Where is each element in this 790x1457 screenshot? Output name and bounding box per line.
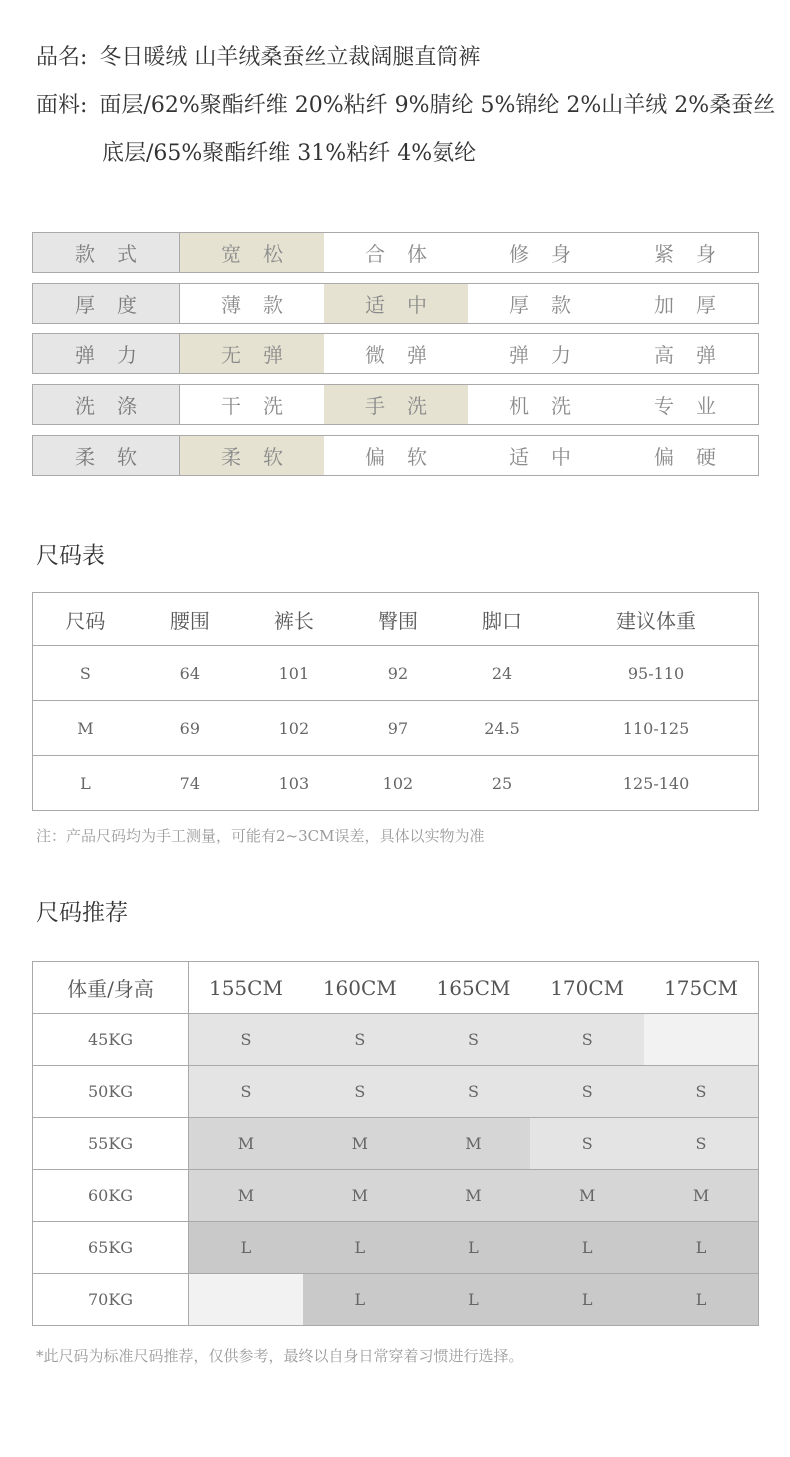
table-row xyxy=(33,1014,759,1066)
attribute-name-text: 款式 xyxy=(75,242,159,266)
recommend-title: 尺码推荐 xyxy=(36,900,128,926)
recommended-size-cell: M xyxy=(417,1170,531,1222)
recommended-size-cell: M xyxy=(530,1170,644,1222)
size-cell: L xyxy=(33,756,138,811)
recommended-size-cell: S xyxy=(530,1118,644,1170)
attribute-row xyxy=(32,384,759,425)
attribute-option-text: 加厚 xyxy=(654,293,738,317)
attribute-option-text: 柔软 xyxy=(221,445,305,469)
attribute-name xyxy=(33,436,180,475)
weight-cell: 70KG xyxy=(33,1274,189,1326)
recommended-size-cell: L xyxy=(189,1222,303,1274)
recommended-size-cell: S xyxy=(303,1066,417,1118)
size-table-title: 尺码表 xyxy=(36,543,105,569)
attribute-option xyxy=(180,385,324,424)
attribute-option-selected xyxy=(324,385,468,424)
recommended-size-cell xyxy=(644,1014,758,1066)
attribute-option-text: 无弹 xyxy=(221,343,305,367)
table-row xyxy=(33,701,759,756)
size-header-cell: 腰围 xyxy=(138,593,242,646)
size-cell: 97 xyxy=(346,701,450,756)
recommended-size-cell: S xyxy=(189,1014,303,1066)
size-cell: 24 xyxy=(450,646,554,701)
recommended-size-cell: S xyxy=(189,1066,303,1118)
attribute-option-text: 微弹 xyxy=(365,343,449,367)
size-table xyxy=(32,592,759,811)
recommended-size-cell: M xyxy=(189,1170,303,1222)
attribute-name xyxy=(33,385,180,424)
recommended-size-cell: S xyxy=(417,1014,531,1066)
recommended-size-cell: L xyxy=(417,1274,531,1326)
recommended-size-cell: M xyxy=(303,1118,417,1170)
attribute-option-selected xyxy=(180,436,324,475)
attribute-option xyxy=(468,233,612,272)
size-cell: 101 xyxy=(242,646,346,701)
size-cell: 24.5 xyxy=(450,701,554,756)
attribute-option-text: 弹力 xyxy=(509,343,593,367)
attribute-name-text: 厚度 xyxy=(75,293,159,317)
attribute-option-text: 厚款 xyxy=(509,293,593,317)
recommended-size-cell: M xyxy=(417,1118,531,1170)
attribute-option xyxy=(324,436,468,475)
size-cell: 103 xyxy=(242,756,346,811)
height-header-cell: 165CM xyxy=(417,962,531,1014)
attribute-option xyxy=(612,233,758,272)
recommended-size-cell: S xyxy=(303,1014,417,1066)
size-table-note: 注：产品尺码均为手工测量，可能有2~3CM误差，具体以实物为准 xyxy=(36,827,485,845)
table-row xyxy=(33,1170,759,1222)
table-row xyxy=(33,646,759,701)
fabric-label: 面料: xyxy=(36,93,88,118)
recommended-size-cell: M xyxy=(303,1170,417,1222)
attribute-option-text: 修身 xyxy=(509,242,593,266)
attribute-option-text: 合体 xyxy=(365,242,449,266)
height-header-cell: 160CM xyxy=(303,962,417,1014)
recommend-corner-label: 体重/身高 xyxy=(33,962,189,1014)
attribute-option xyxy=(324,334,468,373)
weight-cell: 60KG xyxy=(33,1170,189,1222)
size-cell: 74 xyxy=(138,756,242,811)
size-cell: M xyxy=(33,701,138,756)
size-cell: 92 xyxy=(346,646,450,701)
size-cell: 25 xyxy=(450,756,554,811)
product-name-label: 品名: xyxy=(36,45,88,70)
product-name-line xyxy=(36,40,480,71)
recommended-size-cell: M xyxy=(644,1170,758,1222)
attribute-option xyxy=(468,284,612,323)
size-cell: 125-140 xyxy=(554,756,758,811)
table-row xyxy=(33,756,759,811)
attribute-option-selected xyxy=(324,284,468,323)
attribute-option-text: 宽松 xyxy=(221,242,305,266)
table-row xyxy=(33,1066,759,1118)
recommended-size-cell: S xyxy=(644,1066,758,1118)
attribute-option xyxy=(468,334,612,373)
attribute-name-text: 洗涤 xyxy=(75,394,159,418)
attribute-option-text: 薄款 xyxy=(221,293,305,317)
attribute-option-text: 机洗 xyxy=(509,394,593,418)
attribute-name xyxy=(33,284,180,323)
size-header-cell: 臀围 xyxy=(346,593,450,646)
fabric-outer-layer: 面层/62%聚酯纤维 20%粘纤 9%腈纶 5%锦纶 2%山羊绒 2%桑蚕丝 xyxy=(99,93,776,118)
attribute-option xyxy=(612,385,758,424)
height-header-cell: 175CM xyxy=(644,962,758,1014)
attribute-option xyxy=(468,385,612,424)
size-cell: 69 xyxy=(138,701,242,756)
recommended-size-cell: S xyxy=(530,1066,644,1118)
recommended-size-cell xyxy=(189,1274,303,1326)
recommended-size-cell: L xyxy=(530,1274,644,1326)
attribute-name xyxy=(33,233,180,272)
weight-cell: 65KG xyxy=(33,1222,189,1274)
size-header-cell: 尺码 xyxy=(33,593,138,646)
size-header-cell: 裤长 xyxy=(242,593,346,646)
attribute-option-text: 适中 xyxy=(509,445,593,469)
recommended-size-cell: L xyxy=(303,1222,417,1274)
attribute-option xyxy=(612,284,758,323)
attribute-option xyxy=(180,284,324,323)
recommend-note: *此尺码为标准尺码推荐，仅供参考，最终以自身日常穿着习惯进行选择。 xyxy=(36,1347,524,1365)
height-header-cell: 155CM xyxy=(189,962,303,1014)
fabric-line-1 xyxy=(36,88,775,119)
attribute-option xyxy=(468,436,612,475)
recommended-size-cell: L xyxy=(644,1274,758,1326)
size-cell: 102 xyxy=(346,756,450,811)
recommended-size-cell: S xyxy=(530,1014,644,1066)
height-header-cell: 170CM xyxy=(530,962,644,1014)
attribute-row xyxy=(32,232,759,273)
fabric-inner-layer: 底层/65%聚酯纤维 31%粘纤 4%氨纶 xyxy=(102,141,477,166)
size-cell: 102 xyxy=(242,701,346,756)
attribute-option-selected xyxy=(180,334,324,373)
attribute-option-text: 适中 xyxy=(365,293,449,317)
attribute-option-text: 偏软 xyxy=(365,445,449,469)
attribute-row xyxy=(32,435,759,476)
attribute-row xyxy=(32,283,759,324)
attribute-name xyxy=(33,334,180,373)
table-row xyxy=(33,1118,759,1170)
attribute-name-text: 弹力 xyxy=(75,343,159,367)
fabric-line-2 xyxy=(102,136,476,167)
size-cell: 95-110 xyxy=(554,646,758,701)
recommend-header xyxy=(33,962,759,1014)
size-recommend-table xyxy=(32,961,759,1326)
table-row xyxy=(33,1274,759,1326)
weight-cell: 55KG xyxy=(33,1118,189,1170)
recommended-size-cell: S xyxy=(644,1118,758,1170)
weight-cell: 50KG xyxy=(33,1066,189,1118)
recommended-size-cell: L xyxy=(644,1222,758,1274)
product-name: 冬日暖绒 山羊绒桑蚕丝立裁阔腿直筒裤 xyxy=(99,45,481,70)
size-cell: 110-125 xyxy=(554,701,758,756)
attribute-row xyxy=(32,333,759,374)
attribute-option xyxy=(324,233,468,272)
attribute-option xyxy=(612,334,758,373)
size-header-cell: 建议体重 xyxy=(554,593,758,646)
recommended-size-cell: S xyxy=(417,1066,531,1118)
attribute-option-text: 专业 xyxy=(654,394,738,418)
attribute-option-text: 紧身 xyxy=(654,242,738,266)
size-header-cell: 脚口 xyxy=(450,593,554,646)
recommended-size-cell: L xyxy=(303,1274,417,1326)
size-table-header xyxy=(33,593,759,646)
attribute-option xyxy=(612,436,758,475)
recommended-size-cell: L xyxy=(530,1222,644,1274)
size-cell: S xyxy=(33,646,138,701)
attribute-option-selected xyxy=(180,233,324,272)
table-row xyxy=(33,1222,759,1274)
attribute-name-text: 柔软 xyxy=(75,445,159,469)
recommended-size-cell: L xyxy=(417,1222,531,1274)
size-cell: 64 xyxy=(138,646,242,701)
attribute-option-text: 偏硬 xyxy=(654,445,738,469)
attribute-option-text: 手洗 xyxy=(365,394,449,418)
weight-cell: 45KG xyxy=(33,1014,189,1066)
attribute-option-text: 干洗 xyxy=(221,394,305,418)
recommended-size-cell: M xyxy=(189,1118,303,1170)
attribute-option-text: 高弹 xyxy=(654,343,738,367)
